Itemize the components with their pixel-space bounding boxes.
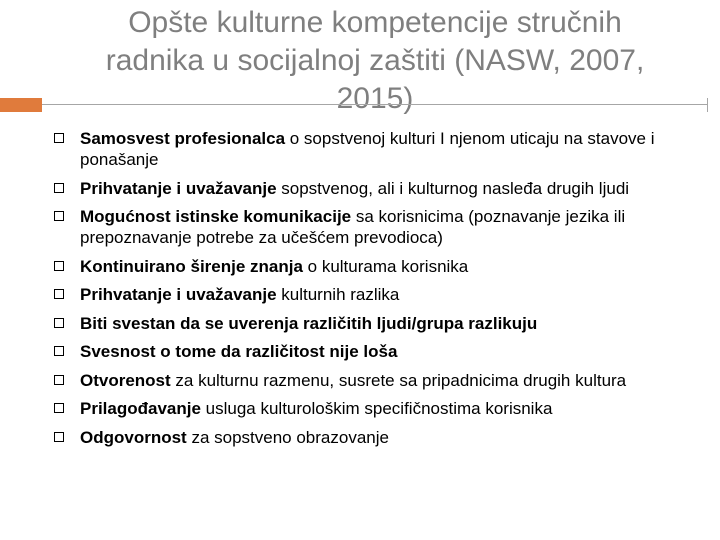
- accent-bar: [0, 98, 42, 112]
- bullet-bold-text: Prilagođavanje: [80, 399, 201, 418]
- title-line-3: 2015): [336, 82, 414, 115]
- list-item: [54, 398, 694, 419]
- bullet-bold-text: Svesnost o tome da različitost nije loša: [80, 342, 398, 361]
- bullet-bold-text: Otvorenost: [80, 370, 171, 390]
- list-item: [54, 313, 694, 334]
- bullet-list: [54, 128, 694, 455]
- title-divider: [42, 104, 708, 105]
- bullet-bold-text: Prihvatanje i uvažavanje: [80, 285, 277, 304]
- divider-end-tick: [707, 98, 708, 112]
- bullet-text: kulturnih razlika: [276, 285, 400, 304]
- title-line-2: radnika u socijalnoj zaštiti (NASW, 2007,: [105, 44, 645, 77]
- hollow-square-icon: [54, 211, 64, 221]
- bullet-bold-text: Mogućnost istinske komunikacije: [80, 207, 352, 226]
- list-item: [54, 284, 694, 305]
- bullet-text: za sopstveno obrazovanje: [186, 427, 389, 447]
- bullet-bold-text: Kontinuirano širenje znanja: [80, 256, 303, 276]
- bullet-bold-text: Prihvatanje i uvažavanje: [80, 178, 277, 198]
- bullet-bold-text: Samosvest profesionalca: [80, 129, 286, 148]
- title-line-1: Opšte kulturne kompetencije stručnih: [128, 6, 622, 39]
- hollow-square-icon: [54, 375, 64, 385]
- hollow-square-icon: [54, 183, 64, 193]
- hollow-square-icon: [54, 318, 64, 328]
- bullet-text: o sopstvenoj kulturi I njenom uticaju na stavove i ponašanje: [80, 129, 655, 169]
- list-item: [54, 256, 694, 277]
- hollow-square-icon: [54, 432, 64, 442]
- hollow-square-icon: [54, 289, 64, 299]
- hollow-square-icon: [54, 133, 64, 143]
- hollow-square-icon: [54, 261, 64, 271]
- bullet-text: sa korisnicima (poznavanje jezika ili prepoznavanje potrebe za učešćem prevodioca): [80, 207, 626, 247]
- bullet-bold-text: Odgovornost: [80, 427, 187, 447]
- list-item: [54, 427, 694, 448]
- bullet-text: usluga kulturološkim specifičnostima korisnika: [200, 399, 553, 418]
- bullet-text: za kulturnu razmenu, susrete sa pripadnicima drugih kultura: [170, 370, 627, 390]
- hollow-square-icon: [54, 346, 64, 356]
- list-item: [54, 128, 694, 170]
- list-item: [54, 206, 694, 248]
- bullet-bold-text: Biti svestan da se uverenja različitih ljudi/grupa razlikuju: [80, 313, 538, 333]
- list-item: [54, 370, 694, 391]
- slide-title: [60, 4, 690, 115]
- list-item: [54, 178, 694, 199]
- bullet-text: o kulturama korisnika: [302, 256, 469, 276]
- list-item: [54, 341, 694, 362]
- bullet-text: sopstvenog, ali i kulturnog nasleđa drugih ljudi: [276, 178, 630, 198]
- hollow-square-icon: [54, 403, 64, 413]
